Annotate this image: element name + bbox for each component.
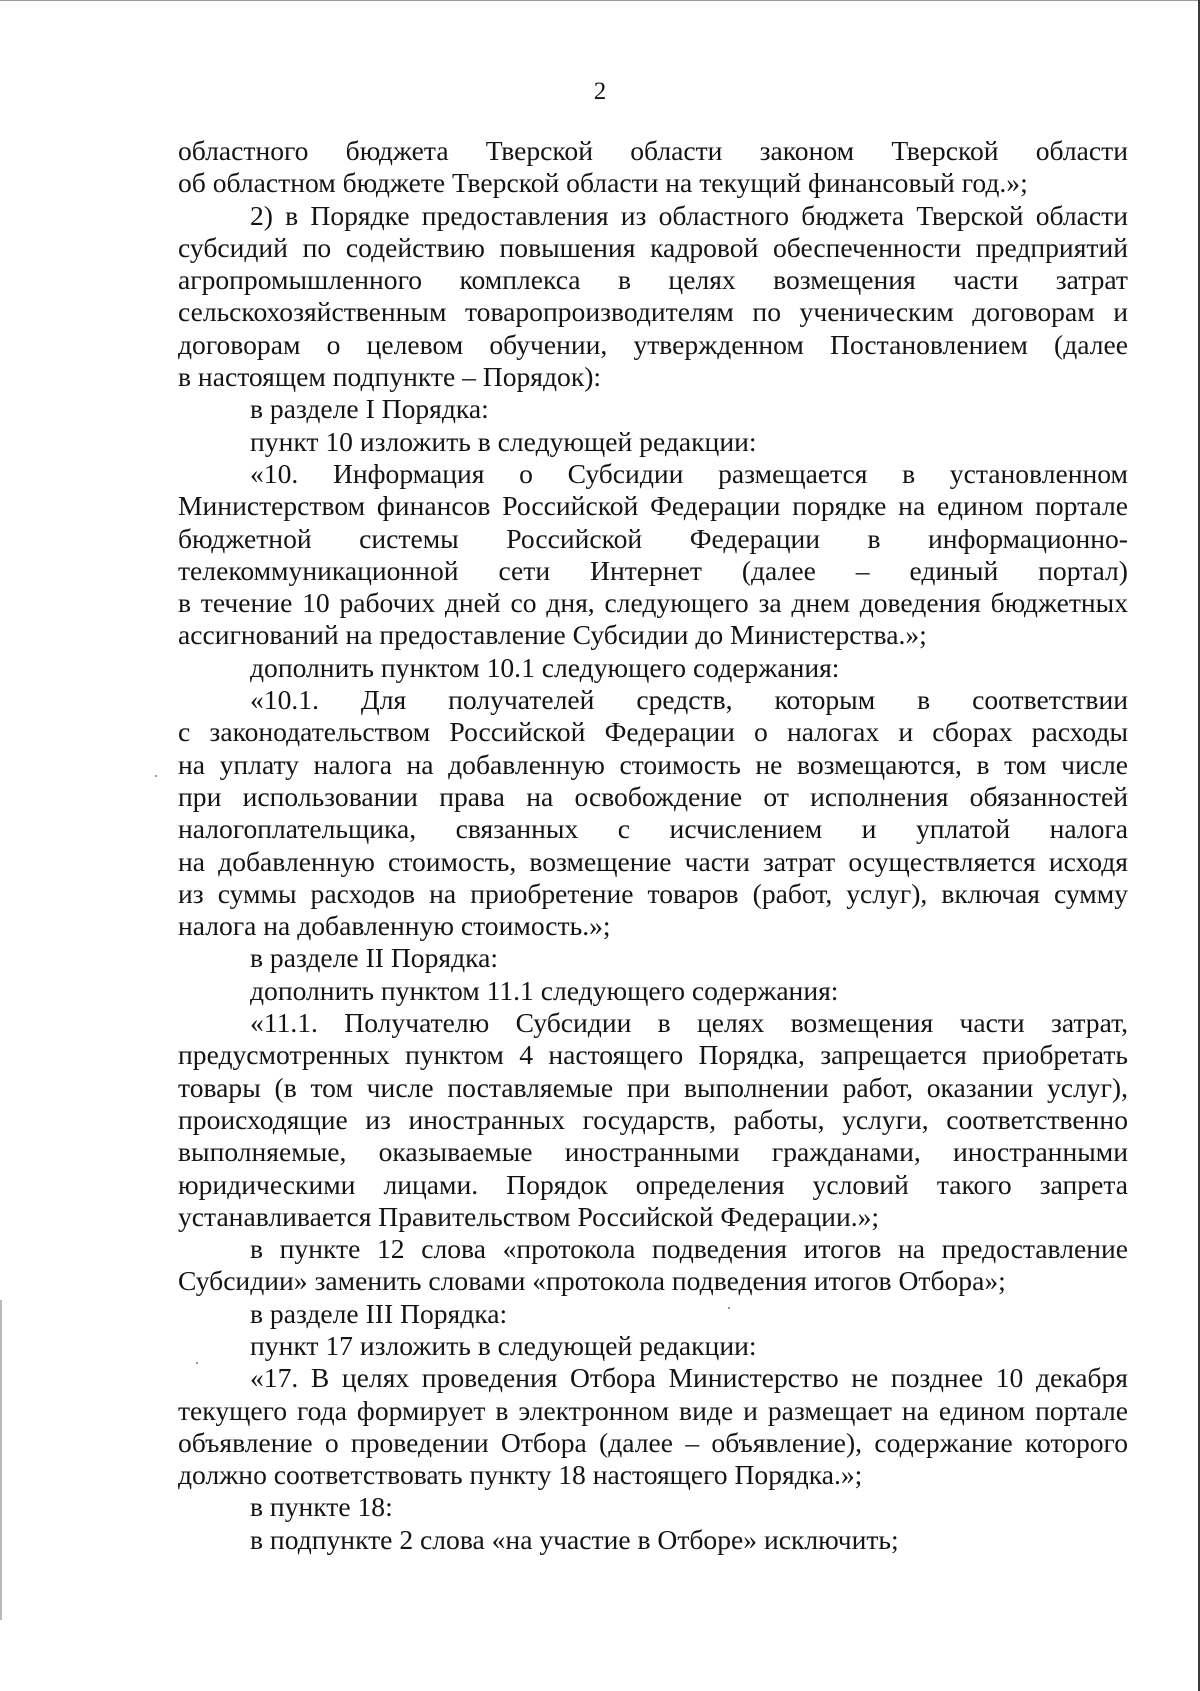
text-line: из суммы расходов на приобретение товаров (работ, услуг), включая сумму (178, 877, 1128, 909)
text-line: Субсидии» заменить словами «протокола подведения итогов Отбора»; (178, 1265, 1006, 1297)
text-line: выполняемые, оказываемые иностранными гражданами, иностранными (178, 1136, 1128, 1168)
text-line: в разделе I Порядка: (250, 393, 489, 425)
text-line: налога на добавленную стоимость.»; (178, 910, 611, 942)
text-line: на добавленную стоимость, возмещение части затрат осуществляется исходя (178, 845, 1128, 877)
text-line: телекоммуникационной сети Интернет (далее – единый портал) (178, 554, 1128, 586)
text-line: договорам о целевом обучении, утвержденном Постановлением (далее (178, 328, 1128, 360)
text-line: происходящие из иностранных государств, работы, услуги, соответственно (178, 1103, 1128, 1135)
text-line: агропромышленного комплекса в целях возмещения части затрат (178, 264, 1128, 296)
page-top-edge (0, 0, 1200, 1)
text-line: Министерством финансов Российской Федерации порядке на едином портале (178, 490, 1128, 522)
text-line: пункт 17 изложить в следующей редакции: (250, 1329, 757, 1361)
text-line: дополнить пунктом 11.1 следующего содержания: (250, 974, 839, 1006)
text-line: устанавливается Правительством Российской Федерации.»; (178, 1200, 880, 1232)
text-line: должно соответствовать пункту 18 настоящего Порядка.»; (178, 1459, 863, 1491)
text-line: юридическими лицами. Порядок определения условий такого запрета (178, 1168, 1128, 1200)
scan-speck (155, 775, 157, 777)
text-line: в течение 10 рабочих дней со дня, следующего за днем доведения бюджетных (178, 587, 1128, 619)
text-line: бюджетной системы Российской Федерации в информационно- (178, 522, 1128, 554)
page-number: 2 (593, 78, 607, 105)
text-line: сельскохозяйственным товаропроизводителям по ученическим договорам и (178, 296, 1128, 328)
text-line: об областном бюджете Тверской области на текущий финансовый год.»; (178, 167, 1028, 199)
text-line: с законодательством Российской Федерации о налогах и сборах расходы (178, 716, 1128, 748)
text-line: в разделе II Порядка: (250, 942, 499, 974)
text-line: пункт 10 изложить в следующей редакции: (250, 425, 757, 457)
text-line: ассигнований на предоставление Субсидии до Министерства.»; (178, 619, 927, 651)
text-line: при использовании права на освобождение от исполнения обязанностей (178, 780, 1128, 812)
text-line: субсидий по содействию повышения кадровой обеспеченности предприятий (178, 231, 1128, 263)
text-line: 2) в Порядке предоставления из областного бюджета Тверской области (250, 199, 1128, 231)
text-line: «17. В целях проведения Отбора Министерство не позднее 10 декабря (250, 1362, 1128, 1394)
text-line: в пункте 18: (250, 1491, 393, 1523)
text-line: в подпункте 2 слова «на участие в Отборе» исключить; (250, 1523, 899, 1555)
text-line: предусмотренных пунктом 4 настоящего Порядка, запрещается приобретать (178, 1039, 1128, 1071)
document-body (178, 135, 1128, 1556)
text-line: на уплату налога на добавленную стоимость не возмещаются, в том числе (178, 748, 1128, 780)
text-line: «10.1. Для получателей средств, которым в соответствии (250, 684, 1128, 716)
text-line: в пункте 12 слова «протокола подведения итогов на предоставление (250, 1233, 1128, 1265)
text-line: областного бюджета Тверской области законом Тверской области (178, 135, 1128, 166)
text-line: текущего года формирует в электронном виде и размещает на едином портале (178, 1394, 1128, 1426)
text-line: налогоплательщика, связанных с исчислением и уплатой налога (178, 813, 1128, 845)
text-line: товары (в том числе поставляемые при выполнении работ, оказании услуг), (178, 1071, 1128, 1103)
page-left-edge-mark (0, 1300, 2, 1620)
text-line: в разделе III Порядка: (250, 1297, 508, 1329)
text-line: в настоящем подпункте – Порядок): (178, 361, 602, 393)
text-line: «10. Информация о Субсидии размещается в установленном (250, 457, 1128, 489)
text-line: «11.1. Получателю Субсидии в целях возмещения части затрат, (250, 1007, 1128, 1039)
text-line: объявление о проведении Отбора (далее – объявление), содержание которого (178, 1426, 1128, 1458)
text-line: дополнить пунктом 10.1 следующего содержания: (250, 651, 840, 683)
